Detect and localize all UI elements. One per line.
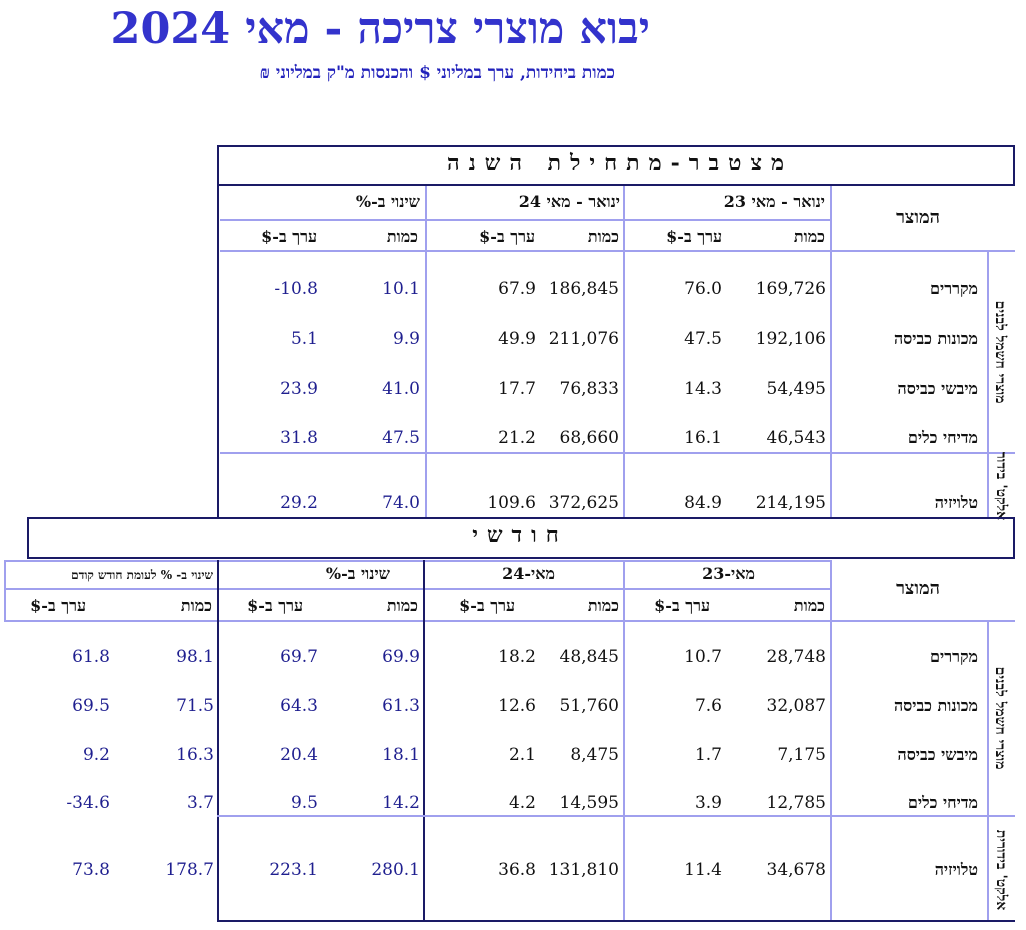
value-2024-cell: 4.2 [508, 793, 536, 813]
value-2023-cell: 16.1 [684, 428, 722, 448]
value-2024-cell: 67.9 [498, 279, 536, 299]
qty-2023-cell: 169,726 [755, 279, 826, 299]
qty-2023-cell: 46,543 [766, 428, 826, 448]
product-name: טלויזיה [934, 860, 978, 879]
value-2024-cell: 18.2 [498, 647, 536, 667]
monthly-change-header: שינוי ב-% [325, 564, 390, 583]
value-2024-cell: 109.6 [487, 493, 536, 513]
monthly-category-white-goods: מוצרי חשמל לבנים [992, 666, 1008, 770]
ytd-period1-header: ינואר - מאי 23 [723, 192, 825, 211]
qty-change-cell: 74.0 [382, 493, 420, 513]
value-change-cell: 20.4 [280, 745, 318, 765]
qty-2023-cell: 214,195 [755, 493, 826, 513]
monthly-period1-header: מאי-23 [702, 564, 755, 583]
qty-change-cell: 10.1 [382, 279, 420, 299]
page-title: יבוא מוצרי צריכה - מאי 2024 [110, 4, 650, 54]
value-change-cell: 31.8 [280, 428, 318, 448]
monthly-product-header: המוצר [896, 578, 940, 599]
monthly-val-label: ערך ב-$ [654, 596, 710, 615]
monthly-change-prev-header: שינוי ב- % לעומת חודש קודם [71, 568, 213, 582]
qty-2023-cell: 54,495 [766, 379, 826, 399]
product-name: מדיחי כלים [907, 428, 978, 447]
value-change-cell: 5.1 [290, 329, 318, 349]
qty-prev-change-cell: 178.7 [165, 860, 214, 880]
value-change-cell: 23.9 [280, 379, 318, 399]
product-name: טלויזיה [934, 493, 978, 512]
value-change-cell: 64.3 [280, 696, 318, 716]
value-2024-cell: 49.9 [498, 329, 536, 349]
value-2024-cell: 2.1 [508, 745, 536, 765]
monthly-qty-label: כמות [587, 596, 619, 615]
monthly-qty-label: כמות [180, 596, 212, 615]
value-2024-cell: 17.7 [498, 379, 536, 399]
monthly-qty-label: כמות [386, 596, 418, 615]
product-name: מכונות כביסה [893, 329, 978, 348]
monthly-period2-header: מאי-24 [502, 564, 555, 583]
qty-prev-change-cell: 16.3 [176, 745, 214, 765]
qty-prev-change-cell: 71.5 [176, 696, 214, 716]
value-change-cell: -10.8 [274, 279, 318, 299]
ytd-period2-header: ינואר - מאי 24 [518, 192, 620, 211]
qty-2023-cell: 32,087 [766, 696, 826, 716]
value-2023-cell: 7.6 [694, 696, 722, 716]
ytd-qty-label: כמות [587, 227, 619, 246]
ytd-val-label: ערך ב-$ [666, 227, 722, 246]
value-2023-cell: 1.7 [694, 745, 722, 765]
value-change-cell: 9.5 [290, 793, 318, 813]
qty-2024-cell: 211,076 [548, 329, 619, 349]
qty-2024-cell: 14,595 [559, 793, 619, 813]
qty-2023-cell: 12,785 [766, 793, 826, 813]
ytd-section-title: מצטבר-מתחילת השנה [446, 150, 794, 176]
qty-2023-cell: 28,748 [766, 647, 826, 667]
ytd-category-entertainment: אלקט' בידור [993, 451, 1009, 521]
ytd-category-white-goods: מוצרי חשמל לבנים [992, 300, 1008, 404]
qty-change-cell: 9.9 [392, 329, 420, 349]
qty-2023-cell: 7,175 [777, 745, 826, 765]
value-2024-cell: 12.6 [498, 696, 536, 716]
qty-change-cell: 14.2 [382, 793, 420, 813]
ytd-val-label: ערך ב-$ [261, 227, 317, 246]
qty-2024-cell: 76,833 [559, 379, 619, 399]
value-2023-cell: 47.5 [684, 329, 722, 349]
qty-2024-cell: 8,475 [570, 745, 619, 765]
qty-2024-cell: 131,810 [548, 860, 619, 880]
qty-change-cell: 18.1 [382, 745, 420, 765]
product-name: מיבשי כביסה [897, 745, 978, 764]
value-2023-cell: 76.0 [684, 279, 722, 299]
product-name: מקררים [930, 279, 978, 298]
product-name: מכונות כביסה [893, 696, 978, 715]
qty-2023-cell: 192,106 [755, 329, 826, 349]
monthly-category-entertainment: אלקט' בידורית [993, 829, 1009, 911]
monthly-qty-label: כמות [793, 596, 825, 615]
qty-change-cell: 47.5 [382, 428, 420, 448]
qty-2024-cell: 68,660 [559, 428, 619, 448]
value-2023-cell: 10.7 [684, 647, 722, 667]
value-change-cell: 29.2 [280, 493, 318, 513]
product-name: מדיחי כלים [907, 793, 978, 812]
value-prev-change-cell: 9.2 [82, 745, 110, 765]
value-prev-change-cell: 69.5 [72, 696, 110, 716]
value-change-cell: 69.7 [280, 647, 318, 667]
monthly-section-title: חודשי [472, 522, 568, 548]
value-2023-cell: 11.4 [684, 860, 722, 880]
ytd-val-label: ערך ב-$ [479, 227, 535, 246]
qty-change-cell: 61.3 [382, 696, 420, 716]
qty-2024-cell: 372,625 [548, 493, 619, 513]
qty-change-cell: 280.1 [371, 860, 420, 880]
qty-prev-change-cell: 98.1 [176, 647, 214, 667]
qty-2024-cell: 51,760 [559, 696, 619, 716]
ytd-change-header: שינוי ב-% [355, 192, 420, 211]
value-2024-cell: 21.2 [498, 428, 536, 448]
product-name: מקררים [930, 647, 978, 666]
monthly-val-label: ערך ב-$ [30, 596, 86, 615]
ytd-qty-label: כמות [386, 227, 418, 246]
qty-2024-cell: 186,845 [548, 279, 619, 299]
value-prev-change-cell: 61.8 [72, 647, 110, 667]
value-2023-cell: 84.9 [684, 493, 722, 513]
ytd-qty-label: כמות [793, 227, 825, 246]
qty-2023-cell: 34,678 [766, 860, 826, 880]
qty-change-cell: 69.9 [382, 647, 420, 667]
value-2023-cell: 3.9 [694, 793, 722, 813]
value-prev-change-cell: -34.6 [66, 793, 110, 813]
value-change-cell: 223.1 [269, 860, 318, 880]
product-name: מיבשי כביסה [897, 379, 978, 398]
monthly-val-label: ערך ב-$ [459, 596, 515, 615]
qty-2024-cell: 48,845 [559, 647, 619, 667]
value-prev-change-cell: 73.8 [72, 860, 110, 880]
qty-prev-change-cell: 3.7 [186, 793, 214, 813]
monthly-val-label: ערך ב-$ [247, 596, 303, 615]
value-2024-cell: 36.8 [498, 860, 536, 880]
ytd-product-header: המוצר [896, 207, 940, 228]
value-2023-cell: 14.3 [684, 379, 722, 399]
qty-change-cell: 41.0 [382, 379, 420, 399]
page-subtitle: כמות ביחידות, ערך במליוני $ והכנסות מ"ק במליוני ₪ [259, 63, 615, 83]
